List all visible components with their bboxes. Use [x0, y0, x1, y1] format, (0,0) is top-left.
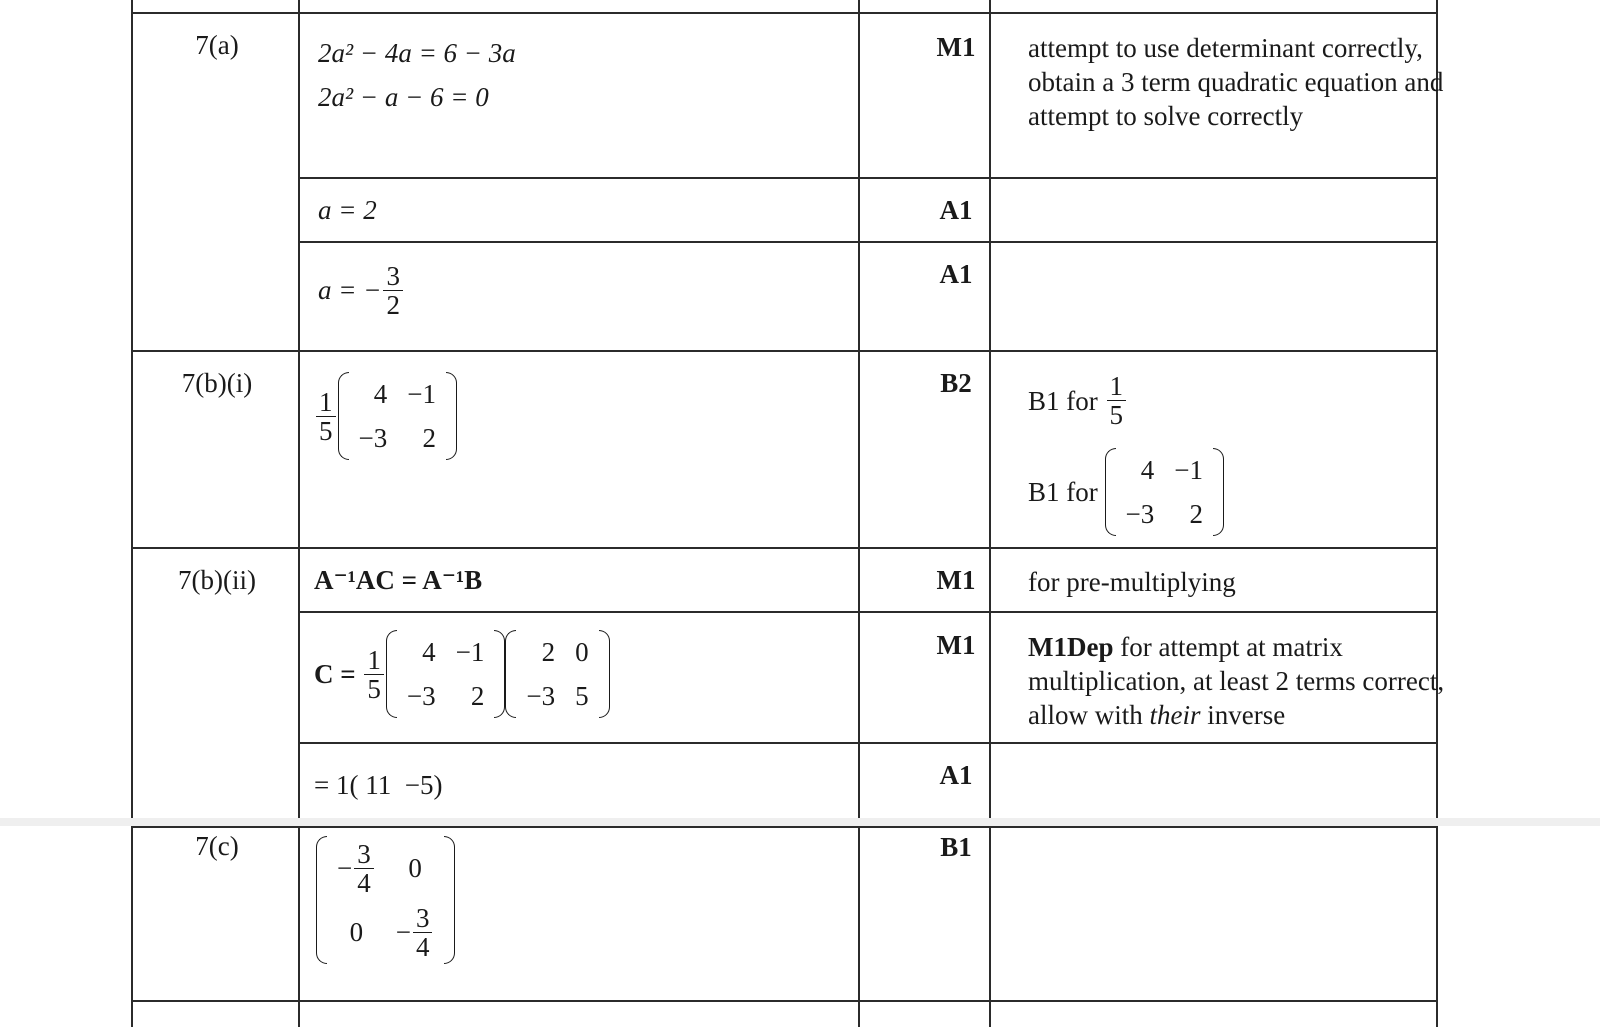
table-border — [131, 826, 1438, 828]
answer-inverse-matrix — [314, 372, 457, 460]
answer-prefix: C = — [314, 658, 356, 689]
question-number: 7(b)(i) — [181, 368, 253, 398]
guidance-note: for pre-multiplying — [1028, 567, 1236, 597]
fraction-numerator: 1 — [1107, 372, 1127, 401]
table-border — [1436, 826, 1438, 1027]
table-border — [131, 547, 1438, 549]
guidance-note — [1028, 372, 1468, 429]
fraction — [1107, 372, 1127, 429]
fraction — [316, 388, 336, 445]
mark-scheme-table-bottom — [0, 826, 1600, 1027]
guidance-note — [1028, 630, 1468, 732]
table-border — [131, 1000, 1438, 1002]
table-border — [989, 0, 991, 818]
matrix-cell: 0 — [408, 853, 422, 883]
matrix-cell: 2 — [541, 637, 556, 667]
mark-code: A1 — [939, 195, 973, 225]
matrix-cell: −3 — [1125, 499, 1155, 529]
matrix-cell: 4 — [1140, 455, 1155, 485]
fraction-denominator: 4 — [357, 867, 371, 898]
matrix — [505, 630, 609, 718]
mark-code: B2 — [940, 368, 972, 398]
note-bold: M1Dep — [1028, 632, 1114, 662]
answer-line: A⁻¹AC = A⁻¹B — [314, 565, 483, 595]
mark-code: A1 — [939, 760, 973, 790]
guidance-note — [1028, 448, 1468, 536]
guidance-note: attempt to use determinant correctly, obtain a 3 term quadratic equation and attempt to solve correctly — [1028, 33, 1444, 131]
table-border — [298, 742, 1438, 744]
question-number: 7(a) — [195, 30, 239, 60]
fraction-numerator: 1 — [316, 388, 336, 417]
table-border — [298, 177, 1438, 179]
matrix-cell: − $\frac{3}{4}$ — [327, 836, 386, 900]
matrix — [338, 372, 457, 460]
table-border — [298, 241, 1438, 243]
fraction-denominator: 4 — [415, 931, 430, 962]
fraction — [364, 646, 384, 703]
matrix-cell: 4 — [422, 637, 436, 667]
matrix-cell: −1 — [407, 379, 436, 409]
matrix-cell: 0 — [349, 917, 364, 947]
note-text: B1 for — [1028, 385, 1098, 416]
mark-code: A1 — [939, 259, 973, 289]
table-border — [131, 0, 133, 818]
answer-line: 2a² − 4a = 6 − 3a — [318, 38, 516, 68]
answer-line: a = 2 — [318, 195, 377, 225]
mark-code: M1 — [936, 630, 976, 660]
fraction — [383, 262, 403, 319]
fraction-numerator: 3 — [383, 262, 403, 291]
matrix-cell: −1 — [1174, 455, 1203, 485]
answer-prefix: a = − — [318, 275, 382, 305]
fraction-numerator: 3 — [354, 840, 374, 869]
table-border — [298, 0, 300, 818]
note-italic: their — [1149, 700, 1201, 730]
mark-code: M1 — [936, 565, 976, 595]
note-text: B1 for — [1028, 477, 1098, 507]
answer-line — [318, 262, 405, 319]
fraction-denominator: 5 — [1109, 400, 1123, 430]
matrix — [316, 836, 455, 964]
matrix-cell: 2 — [470, 681, 485, 711]
matrix-cell: 2 — [422, 423, 436, 453]
mark-code: M1 — [936, 32, 976, 62]
matrix-cell: 2 — [1189, 499, 1203, 529]
question-number: 7(c) — [195, 831, 239, 861]
matrix-cell: −3 — [358, 423, 388, 453]
answer-line-cut-off: = 1( 11 −5) — [314, 770, 443, 800]
matrix-cell: 5 — [575, 681, 589, 711]
table-border — [858, 826, 860, 1027]
note-text: for attempt at matrix multiplication, at least 2 terms correct, allow with — [1028, 632, 1445, 730]
fraction-numerator: 3 — [413, 904, 433, 933]
matrix-cell: 4 — [373, 379, 388, 409]
table-border — [131, 12, 1438, 14]
answer-line: 2a² − a − 6 = 0 — [318, 82, 489, 112]
answer-matrix — [316, 836, 455, 964]
table-border — [298, 611, 1438, 613]
matrix — [386, 630, 505, 718]
page-break — [0, 818, 1600, 826]
fraction-denominator: 2 — [386, 290, 400, 320]
mark-code: B1 — [940, 832, 972, 862]
fraction-numerator: 1 — [364, 646, 384, 675]
matrix-cell: − $\frac{3}{4}$ — [386, 900, 445, 964]
table-border — [131, 350, 1438, 352]
matrix-cell: 0 — [575, 637, 589, 667]
matrix — [1105, 448, 1224, 536]
matrix-cell: −3 — [526, 681, 556, 711]
question-number: 7(b)(ii) — [178, 565, 256, 595]
table-border — [858, 0, 860, 818]
matrix-cell: −1 — [455, 637, 485, 667]
answer-matrix-product — [314, 630, 610, 718]
fraction-denominator: 5 — [319, 415, 333, 446]
note-text: inverse — [1200, 700, 1286, 730]
matrix-cell: −3 — [406, 681, 436, 711]
fraction-denominator: 5 — [367, 673, 381, 704]
